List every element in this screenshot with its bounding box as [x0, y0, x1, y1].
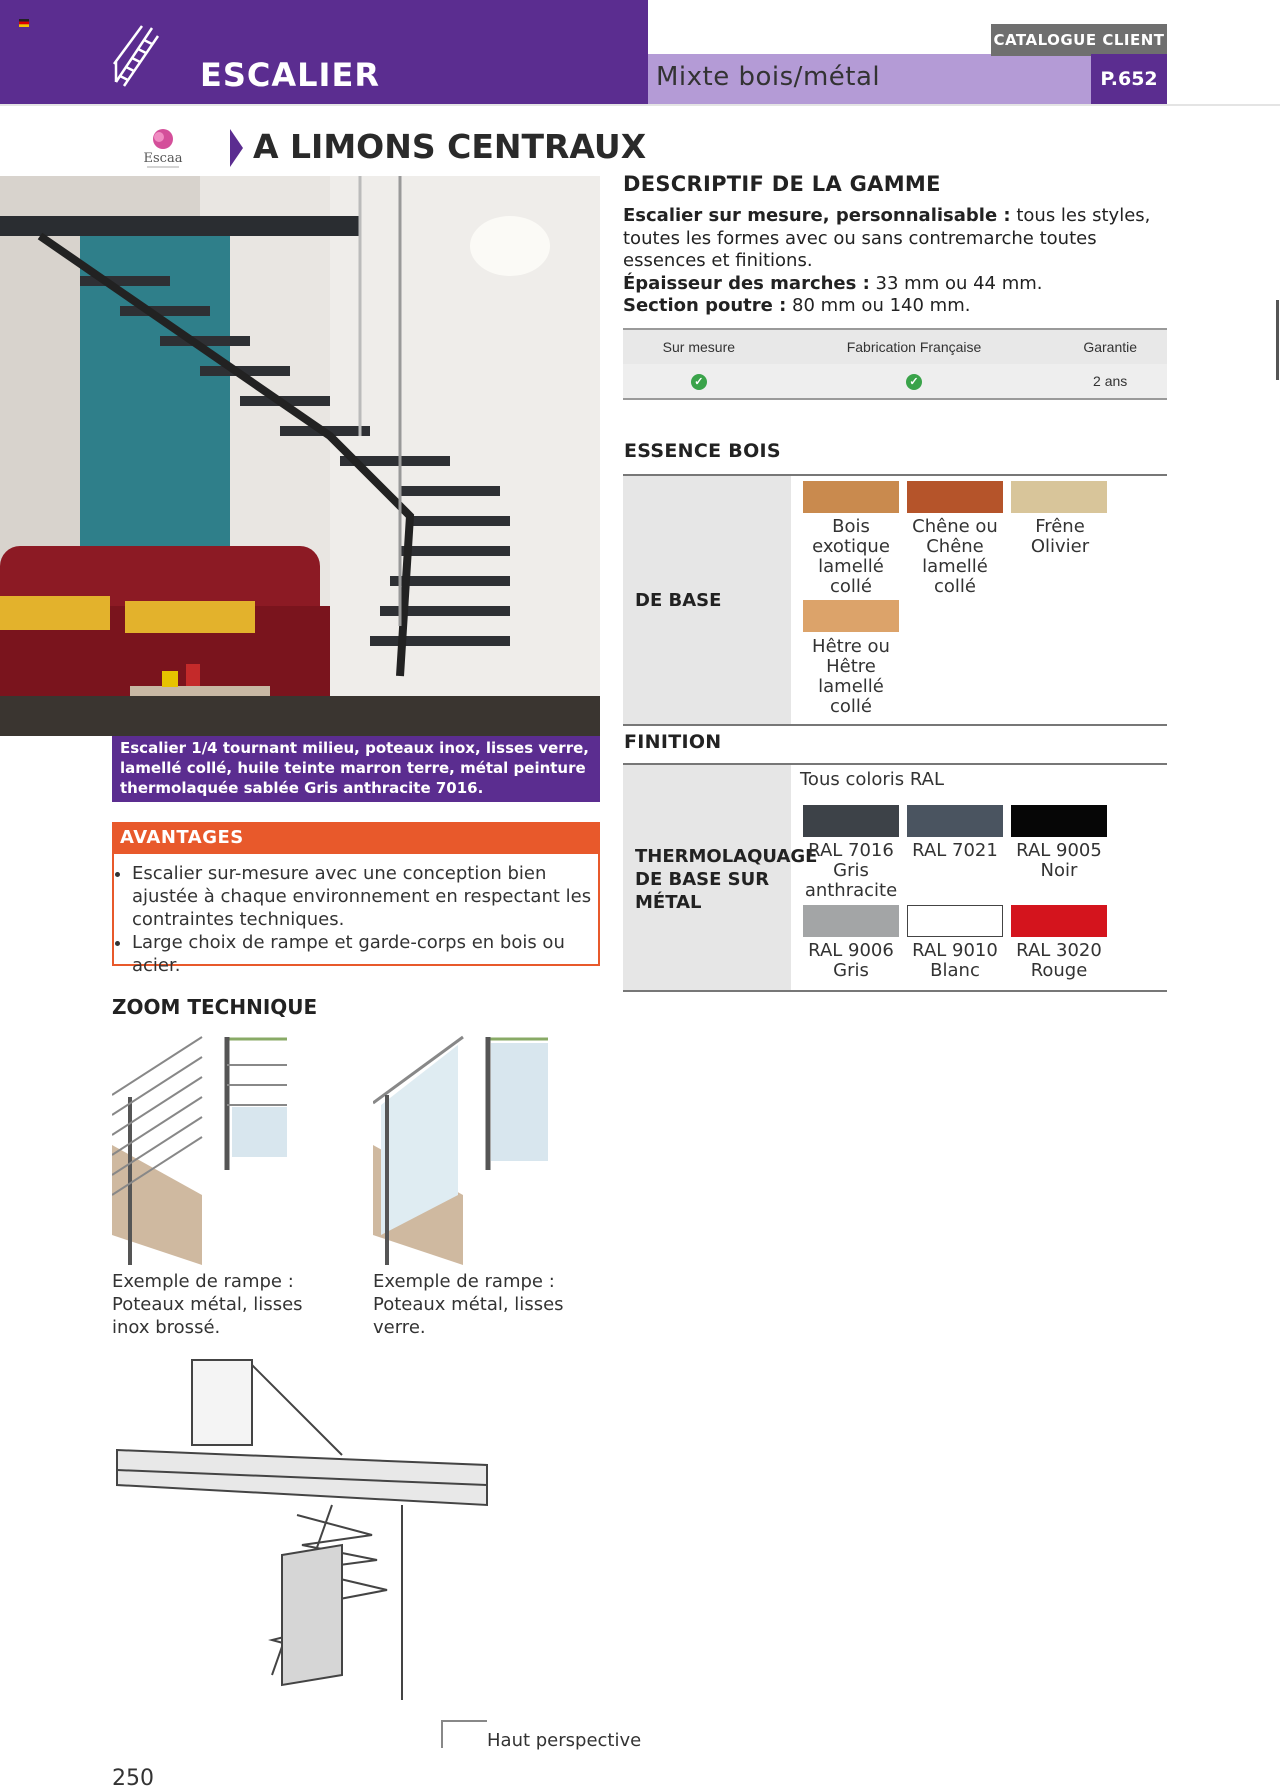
perspective-caption: Haut perspective [487, 1730, 642, 1751]
ral-swatch [1011, 805, 1107, 837]
page-edge-mark [1276, 300, 1279, 380]
ral-label: RAL 7021 [912, 840, 998, 861]
table-cell [775, 364, 1054, 399]
ral-label: RAL 9005 Noir [1016, 840, 1102, 881]
ral-swatch [803, 905, 899, 937]
wood-label: Frêne Olivier [1030, 516, 1090, 557]
ramp-glass-illustration [373, 1035, 553, 1265]
product-title: A LIMONS CENTRAUX [253, 127, 647, 166]
essence-heading: ESSENCE BOIS [624, 440, 781, 462]
page-reference: P.652 [1091, 54, 1167, 104]
ral-swatch [907, 805, 1003, 837]
desc-value: 80 mm ou 140 mm. [786, 295, 971, 316]
ral-note: Tous coloris RAL [800, 769, 944, 790]
advantage-item: • Escalier sur-mesure avec une conception bien ajustée à chaque environnement en respectant les contraintes techniques. [132, 862, 612, 931]
ral-label: RAL 7016 Gris anthracite [804, 840, 898, 901]
advantages-heading: AVANTAGES [112, 822, 600, 854]
section-title: ESCALIER [200, 56, 380, 94]
desc-value: tous les styles, toutes les formes avec ou sans contremarche toutes essences et finitions. [623, 205, 1151, 271]
table-header: Garantie [1053, 329, 1167, 364]
wood-swatch [803, 481, 899, 513]
subsection-title: Mixte bois/métal [656, 62, 881, 92]
wood-swatch [803, 600, 899, 632]
catalogue-badge: CATALOGUE CLIENT [991, 24, 1167, 56]
desc-label: Section poutre : [623, 295, 787, 316]
check-icon: ✓ [691, 374, 707, 390]
perspective-marker [441, 1720, 487, 1748]
description-text [623, 205, 1168, 318]
finition-heading: FINITION [624, 731, 722, 753]
zoom-caption-inox: Exemple de rampe : Poteaux métal, lisses inox brossé. [112, 1271, 303, 1338]
desc-value: 33 mm ou 44 mm. [869, 272, 1043, 294]
table-header: Sur mesure [623, 329, 775, 364]
wood-label: Chêne ou Chêne lamellé collé [912, 516, 998, 597]
zoom-caption-glass: Exemple de rampe : Poteaux métal, lisses verre. [373, 1271, 564, 1338]
essence-row-label: DE BASE [635, 590, 722, 611]
svg-text:Escaa: Escaa [143, 151, 183, 166]
ral-label: RAL 3020 Rouge [1016, 940, 1102, 981]
wood-swatch [907, 481, 1003, 513]
finition-row-label: THERMOLAQUAGE DE BASE SUR MÉTAL [635, 846, 818, 913]
ral-label: RAL 9010 Blanc [912, 940, 998, 981]
title-arrow-icon [230, 129, 243, 167]
advantages-list [114, 862, 612, 977]
wood-swatch [1011, 481, 1107, 513]
divider [623, 990, 1167, 992]
ramp-inox-illustration [112, 1035, 292, 1265]
table-cell: 2 ans [1053, 364, 1167, 399]
ral-swatch [803, 805, 899, 837]
wood-label: Hêtre ou Hêtre lamellé collé [812, 636, 890, 717]
description-heading: DESCRIPTIF DE LA GAMME [623, 172, 941, 196]
ral-swatch [907, 905, 1003, 937]
advantage-item: • Large choix de rampe et garde-corps en bois ou acier. [132, 931, 612, 977]
page-number: 250 [112, 1766, 154, 1791]
photo-caption: Escalier 1/4 tournant milieu, poteaux inox, lisses verre, lamellé collé, huile teinte marron terre, métal peinture thermolaquée sablée Gris anthracite 7016. [112, 736, 600, 802]
check-icon: ✓ [906, 374, 922, 390]
header-divider [0, 104, 1280, 106]
wood-label: Bois exotique lamellé collé [812, 516, 890, 597]
ral-swatch [1011, 905, 1107, 937]
desc-label: Épaisseur des marches : [623, 272, 870, 294]
brand-logo [135, 125, 191, 173]
desc-label: Escalier sur mesure, personnalisable : [623, 205, 1011, 226]
table-header: Fabrication Française [775, 329, 1054, 364]
table-cell [623, 364, 775, 399]
ral-label: RAL 9006 Gris [808, 940, 894, 981]
divider [623, 724, 1167, 726]
features-table [623, 328, 1167, 400]
staircase-icon [112, 22, 160, 88]
flag-icon [19, 19, 29, 27]
staircase-photo [0, 176, 600, 736]
zoom-heading: ZOOM TECHNIQUE [112, 995, 318, 1019]
perspective-drawing [112, 1355, 492, 1715]
